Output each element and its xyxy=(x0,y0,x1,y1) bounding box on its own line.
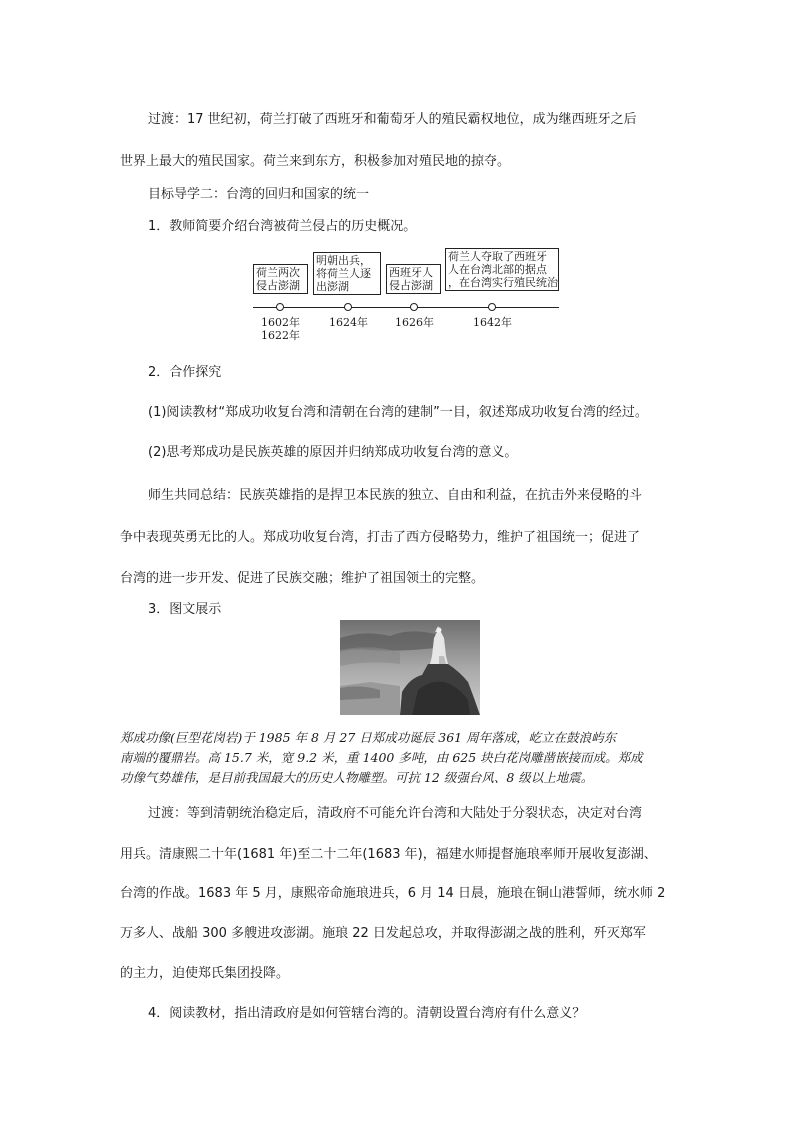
timeline-dot-4 xyxy=(488,303,496,311)
timeline-diagram xyxy=(253,252,559,344)
transition-1-line-2: 世界上最大的殖民国家。荷兰来到东方，积极参加对殖民地的掠夺。 xyxy=(120,154,511,169)
item-4: 4．阅读教材，指出清政府是如何管辖台湾的。清朝设置台湾府有什么意义？ xyxy=(148,1006,586,1021)
transition-1-line-1: 过渡：17 世纪初，荷兰打破了西班牙和葡萄牙人的殖民霸权地位，成为继西班牙之后 xyxy=(148,112,637,127)
timeline-box-1 xyxy=(253,264,308,294)
timeline-year-1622: 1622年 xyxy=(261,329,300,342)
timeline-year-1626: 1626年 xyxy=(395,316,434,329)
timeline-box-3 xyxy=(386,264,441,294)
summary-line-1: 师生共同总结：民族英雄指的是捍卫本民族的独立、自由和利益，在抗击外来侵略的斗 xyxy=(148,488,643,503)
summary-line-2: 争中表现英勇无比的人。郑成功收复台湾，打击了西方侵略势力，维护了祖国统一；促进了 xyxy=(120,530,641,545)
timeline-box-3-line-1: 西班牙人 xyxy=(389,266,433,279)
zheng-chenggong-statue-photo xyxy=(340,620,480,715)
timeline-box-3-line-2: 侵占澎湖 xyxy=(389,279,433,292)
item-3: 3．图文展示 xyxy=(148,602,222,617)
timeline-axis xyxy=(253,307,559,308)
timeline-dot-3 xyxy=(410,303,418,311)
timeline-box-4 xyxy=(445,248,559,291)
timeline-box-4-line-1: 荷兰人夺取了西班牙 xyxy=(448,250,547,263)
transition-2-line-3: 台湾的作战。1683 年 5 月，康熙帝命施琅进兵，6 月 14 日晨，施琅在铜山港誓师，统水师 2 xyxy=(120,886,666,901)
timeline-box-4-line-3: ，在台湾实行殖民统治 xyxy=(448,276,558,289)
timeline-box-2-line-3: 出澎湖 xyxy=(316,280,349,293)
timeline-year-1642: 1642年 xyxy=(473,316,512,329)
timeline-box-1-line-2: 侵占澎湖 xyxy=(256,279,300,292)
timeline-box-2-line-1: 明朝出兵， xyxy=(316,254,371,267)
question-2: (2)思考郑成功是民族英雄的原因并归纳郑成功收复台湾的意义。 xyxy=(148,445,518,460)
transition-2-line-2: 用兵。清康熙二十年(1681 年)至二十二年(1683 年)，福建水师提督施琅率师开展收复澎湖、 xyxy=(120,847,657,862)
question-1: (1)阅读教材“郑成功收复台湾和清朝在台湾的建制”一目，叙述郑成功收复台湾的经过。 xyxy=(148,405,648,420)
photo-caption-line-1: 郑成功像(巨型花岗岩)于 1985 年 8 月 27 日郑成功诞辰 361 周年落成，屹立在鼓浪屿东 xyxy=(120,730,617,745)
timeline-box-1-line-1: 荷兰两次 xyxy=(256,266,300,279)
photo-caption-line-2: 南端的覆鼎岩。高 15.7 米，宽 9.2 米，重 1400 多吨，由 625 块白花岗雕凿嵌接而成。郑成 xyxy=(120,750,643,765)
timeline-box-2 xyxy=(313,252,381,295)
summary-line-3: 台湾的进一步开发、促进了民族交融；维护了祖国领土的完整。 xyxy=(120,571,485,586)
photo-caption-line-3: 功像气势雄伟，是目前我国最大的历史人物雕塑。可抗 12 级强台风、8 级以上地震。 xyxy=(120,770,594,785)
timeline-year-1602: 1602年 xyxy=(261,316,300,329)
transition-2-line-4: 万多人、战船 300 多艘进攻澎湖。施琅 22 日发起总攻，并取得澎湖之战的胜利，歼灭郑军 xyxy=(120,926,646,941)
item-2: 2．合作探究 xyxy=(148,365,222,380)
transition-2-line-1: 过渡：等到清朝统治稳定后，清政府不可能允许台湾和大陆处于分裂状态，决定对台湾 xyxy=(148,806,643,821)
transition-2-line-5: 的主力，迫使郑氏集团投降。 xyxy=(120,966,290,981)
timeline-year-1624: 1624年 xyxy=(329,316,368,329)
timeline-dot-2 xyxy=(344,303,352,311)
timeline-box-4-line-2: 人在台湾北部的据点 xyxy=(448,263,547,276)
timeline-box-2-line-2: 将荷兰人逐 xyxy=(316,267,371,280)
item-1: 1．教师简要介绍台湾被荷兰侵占的历史概况。 xyxy=(148,219,417,234)
timeline-dot-1 xyxy=(276,303,284,311)
goal-heading-2: 目标导学二：台湾的回归和国家的统一 xyxy=(148,187,370,202)
